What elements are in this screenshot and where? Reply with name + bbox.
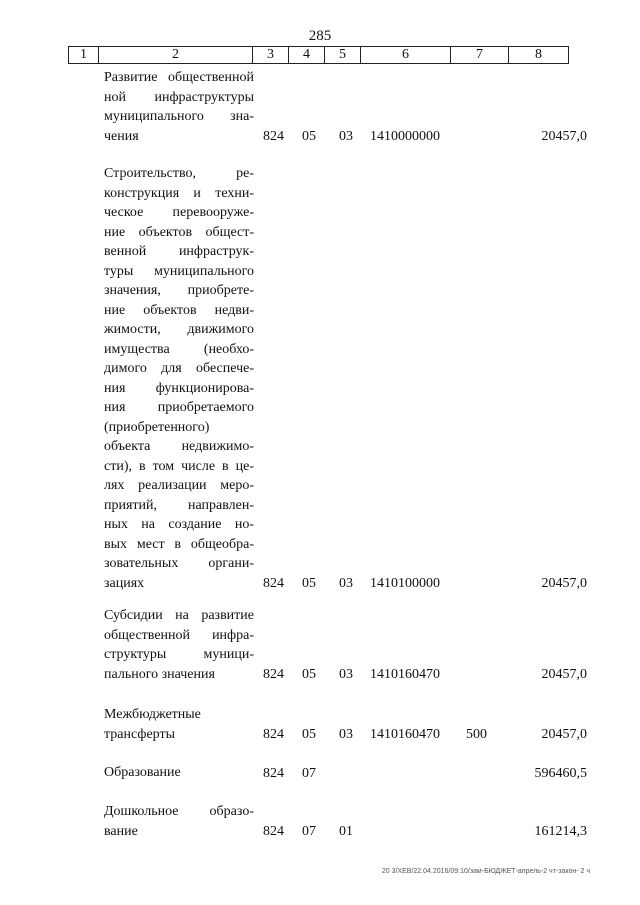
column-header-6: 6 — [361, 47, 451, 64]
row-description — [104, 705, 254, 744]
cell-ministry-code: 824 — [263, 765, 284, 781]
cell-target-article: 1410160470 — [370, 666, 440, 682]
table-row — [0, 802, 640, 841]
description-line: вых мест в общеобра- — [104, 536, 254, 552]
cell-amount: 161214,3 — [534, 823, 587, 839]
cell-amount: 20457,0 — [541, 575, 587, 591]
description-line: туры муниципального — [104, 263, 254, 279]
cell-amount: 20457,0 — [541, 726, 587, 742]
row-description — [104, 802, 254, 841]
row-description — [104, 164, 254, 593]
description-line: ческое перевооруже- — [104, 205, 254, 220]
description-line: муниципального зна- — [104, 109, 254, 124]
cell-ministry-code: 824 — [263, 575, 284, 591]
description-line: трансферты — [104, 726, 176, 742]
description-line: значения, приобрете- — [104, 283, 254, 298]
cell-section-code: 07 — [302, 765, 316, 781]
description-line: ния функционирова- — [104, 380, 254, 396]
column-header-8: 8 — [509, 47, 569, 64]
cell-ministry-code: 824 — [263, 128, 284, 144]
description-line: объекта недвижимо- — [104, 439, 254, 454]
page-number: 285 — [308, 28, 332, 44]
description-line: структуры муници- — [104, 647, 254, 662]
cell-ministry-code: 824 — [263, 726, 284, 742]
column-header-2: 2 — [99, 47, 253, 64]
row-description — [104, 763, 254, 783]
description-line: димого для обеспече- — [104, 361, 254, 376]
description-line: (приобретенного) — [104, 419, 210, 435]
column-header-table — [68, 46, 569, 64]
column-header-5: 5 — [325, 47, 361, 64]
cell-target-article: 1410160470 — [370, 726, 440, 742]
cell-subsection-code: 01 — [339, 823, 353, 839]
description-line: общественной инфра- — [104, 627, 254, 643]
description-line: приятий, направлен- — [104, 497, 254, 513]
table-row — [0, 705, 640, 744]
description-line: зациях — [104, 575, 145, 591]
cell-ministry-code: 824 — [263, 823, 284, 839]
description-line: ной инфраструктуры — [104, 89, 254, 105]
table-row — [0, 68, 640, 146]
cell-subsection-code: 03 — [339, 575, 353, 591]
cell-section-code: 05 — [302, 666, 316, 682]
description-line: ния приобретаемого — [104, 400, 254, 415]
column-header-1: 1 — [69, 47, 99, 64]
description-line: лях реализации меро- — [104, 478, 254, 493]
column-header-row — [69, 47, 569, 64]
cell-amount: 20457,0 — [541, 666, 587, 682]
description-line: конструкция и техни- — [104, 185, 254, 201]
cell-subsection-code: 03 — [339, 128, 353, 144]
description-line: жимости, движимого — [104, 322, 254, 337]
column-header-4: 4 — [289, 47, 325, 64]
description-line: ных на создание но- — [104, 517, 254, 532]
description-line: Дошкольное образо- — [104, 804, 254, 819]
description-line: Субсидии на развитие — [104, 608, 254, 623]
table-row — [0, 606, 640, 684]
cell-target-article: 1410100000 — [370, 575, 440, 591]
description-line: имущества (необхо- — [104, 341, 254, 357]
description-line: Межбюджетные — [104, 707, 201, 722]
cell-subsection-code: 03 — [339, 666, 353, 682]
description-line: Образование — [104, 765, 181, 780]
cell-section-code: 05 — [302, 575, 316, 591]
column-header-3: 3 — [253, 47, 289, 64]
description-line: Строительство, ре- — [104, 166, 254, 181]
description-line: ние объектов общест- — [104, 224, 254, 240]
table-row — [0, 763, 640, 783]
description-line: чения — [104, 128, 139, 144]
cell-amount: 596460,5 — [534, 765, 587, 781]
table-row — [0, 164, 640, 593]
row-description — [104, 68, 254, 146]
description-line: сти), в том числе в це- — [104, 458, 254, 474]
description-line: ние объектов недви- — [104, 302, 254, 318]
cell-section-code: 05 — [302, 128, 316, 144]
description-line: пального значения — [104, 666, 215, 682]
footer-file-stamp: 20 3/ХЕВ/22.04.2016/09:10/зам-БЮДЖЕТ-апрель-2 чт-закон- 2 ч — [381, 868, 590, 875]
column-header-7: 7 — [451, 47, 509, 64]
cell-ministry-code: 824 — [263, 666, 284, 682]
cell-target-article: 1410000000 — [370, 128, 440, 144]
cell-expense-type: 500 — [466, 726, 487, 742]
cell-section-code: 05 — [302, 726, 316, 742]
description-line: вание — [104, 823, 138, 839]
row-description — [104, 606, 254, 684]
cell-section-code: 07 — [302, 823, 316, 839]
description-line: венной инфраструк- — [104, 244, 254, 259]
cell-amount: 20457,0 — [541, 128, 587, 144]
description-line: зовательных органи- — [104, 556, 254, 571]
description-line: Развитие общественной — [104, 70, 254, 85]
cell-subsection-code: 03 — [339, 726, 353, 742]
